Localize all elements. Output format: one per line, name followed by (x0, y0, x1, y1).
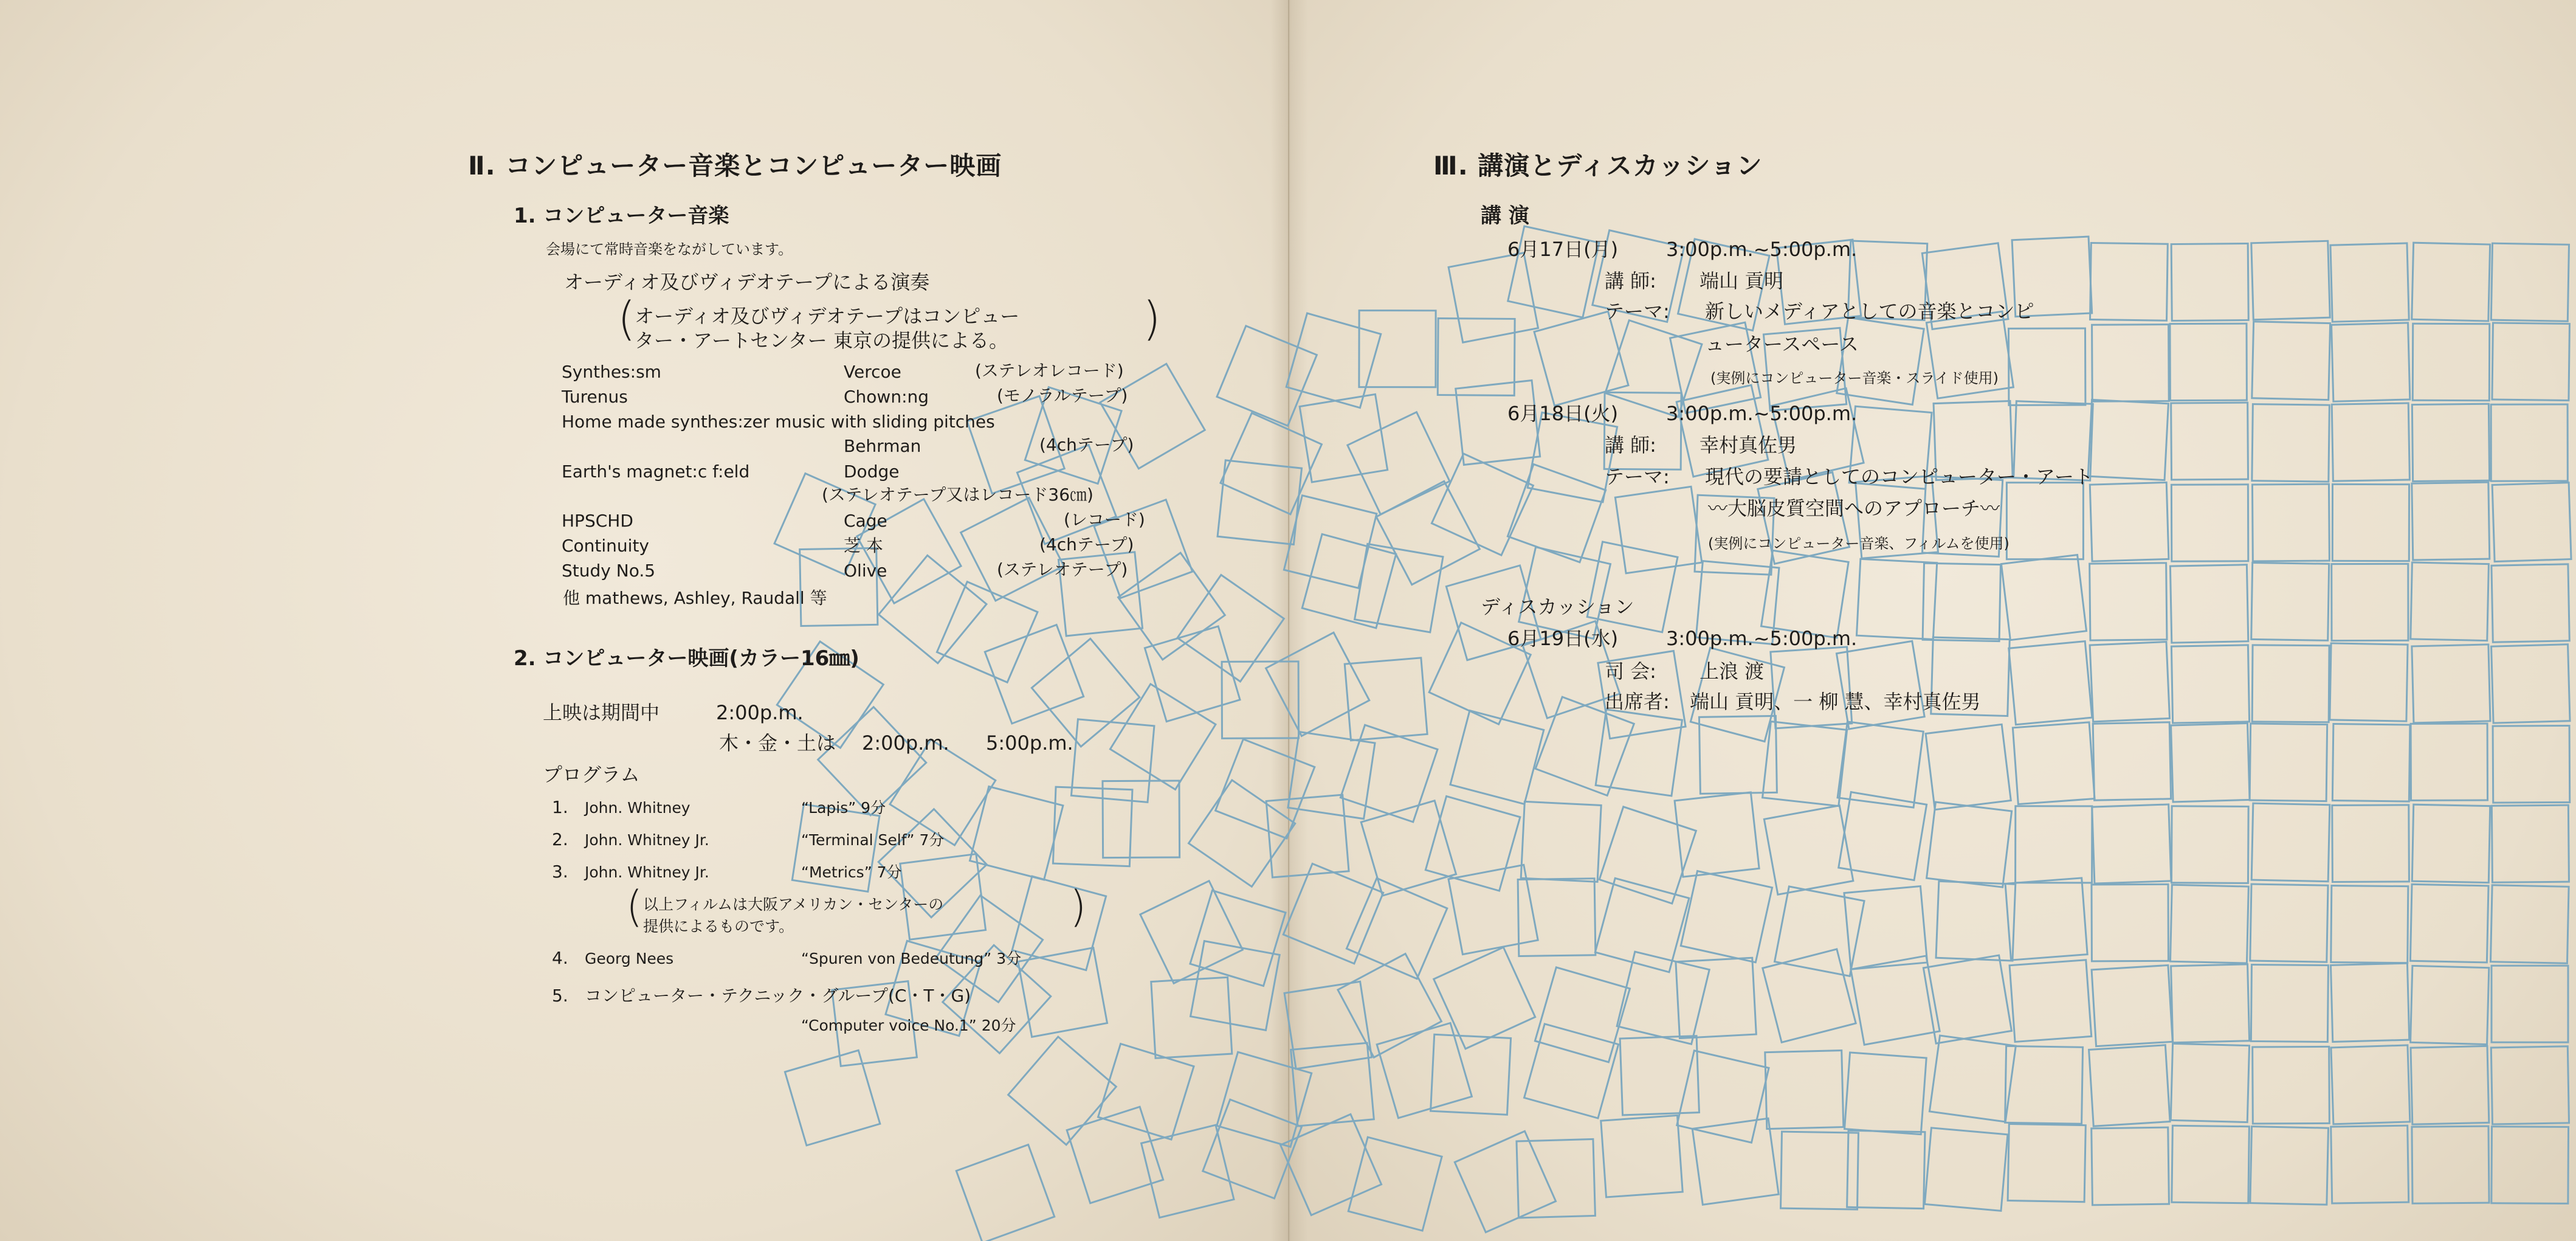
pattern-square (2252, 322, 2330, 400)
pattern-square (2008, 1124, 2085, 1202)
pattern-square (2491, 243, 2569, 321)
pattern-square (1524, 1024, 1619, 1118)
pattern-square (956, 1145, 1054, 1241)
pattern-square (1377, 1023, 1472, 1118)
pattern-square (2331, 1045, 2410, 1124)
pattern-square (2170, 565, 2248, 643)
lecture-1-date: 6月17日(月) (1507, 238, 1619, 261)
pattern-square (2090, 482, 2169, 561)
pattern-square (1677, 1051, 1769, 1142)
pattern-square (2005, 1046, 2083, 1124)
pattern-square (2251, 964, 2328, 1042)
pattern-square (2092, 1127, 2169, 1205)
pattern-square (2411, 966, 2489, 1044)
program-label: プログラム (543, 763, 640, 786)
music-credit-line-2: ター・アートセンター 東京の提供による。 (635, 329, 1008, 352)
film-number: 3. (552, 862, 568, 882)
open-paren: ( (618, 291, 636, 345)
pattern-square (2412, 1126, 2489, 1203)
film-number: 2. (552, 829, 568, 849)
piece-artist: Behrman (844, 436, 921, 456)
pattern-square (985, 625, 1083, 724)
pattern-square (1355, 544, 1443, 632)
pattern-square (1448, 253, 1538, 342)
pattern-square (2332, 564, 2408, 640)
pattern-square (2411, 562, 2489, 641)
pattern-square (1425, 797, 1520, 891)
pattern-square (1599, 807, 1696, 904)
close-paren: ) (1070, 882, 1087, 932)
pattern-square (2009, 641, 2092, 725)
pattern-square (2171, 723, 2250, 801)
pattern-square (2330, 243, 2409, 322)
pattern-square (1338, 954, 1441, 1057)
pattern-square (1067, 1107, 1163, 1203)
pattern-square (1345, 658, 1427, 741)
pattern-square (2170, 323, 2247, 400)
pattern-square (1359, 311, 1436, 387)
pattern-square (2090, 243, 2168, 321)
piece-artist: Cage (844, 511, 887, 531)
pattern-square (1765, 1051, 1844, 1129)
pattern-square (1851, 956, 1940, 1045)
pattern-square (1300, 394, 1388, 482)
pattern-square (2412, 482, 2490, 560)
lecture-1-theme-line-2: ュータースペース (1705, 333, 1859, 356)
pattern-square (1675, 792, 1759, 877)
pattern-square (1927, 802, 2012, 887)
pattern-square (2492, 1127, 2569, 1204)
music-credit-line-1: オーディオ及びヴィデオテープはコンピュー (635, 305, 1020, 328)
pattern-square (2492, 564, 2569, 642)
pattern-square (1676, 385, 1768, 477)
film-work: “Terminal Self” 7分 (801, 831, 945, 849)
piece-medium: (4chテープ) (1039, 534, 1134, 555)
pattern-square (2412, 323, 2489, 400)
pattern-square (2092, 884, 2168, 961)
pattern-square (2171, 964, 2250, 1043)
pattern-square (2090, 563, 2167, 640)
pattern-square (2172, 1125, 2250, 1203)
film-credit-line-2: 提供によるものです。 (643, 918, 794, 935)
pattern-square (2330, 643, 2408, 721)
lecturer-label: 講 師: (1605, 434, 1656, 457)
film-author: John. Whitney Jr. (585, 831, 709, 849)
piece-title: Turenus (562, 387, 628, 407)
pattern-square (1188, 780, 1295, 887)
piece-medium: (ステレオテープ) (997, 559, 1128, 579)
lecture-2-speaker: 幸村真佐男 (1700, 434, 1797, 457)
panel-label: 出席者: (1605, 690, 1670, 713)
pattern-square (2332, 484, 2409, 561)
pattern-square (1845, 1053, 1927, 1135)
pattern-square (2008, 328, 2085, 405)
pattern-square (2171, 645, 2249, 723)
pattern-square (2492, 966, 2568, 1042)
weekend-label: 木・金・土は (719, 731, 836, 755)
discussion-time: 3:00p.m.~5:00p.m. (1666, 627, 1858, 650)
pattern-square (1216, 739, 1315, 838)
pattern-square (1507, 464, 1605, 562)
close-paren: ) (1143, 291, 1161, 345)
pattern-square (1681, 871, 1772, 962)
pattern-square (1434, 947, 1535, 1049)
film-author: John. Whitney (585, 799, 690, 817)
discussion-chair: 上浪 渡 (1700, 660, 1765, 683)
piece-artist: Olive (844, 561, 887, 581)
piece-medium: (モノラルテープ) (997, 385, 1128, 406)
piece-title: HPSCHD (562, 511, 633, 531)
pattern-square (2332, 805, 2409, 882)
pattern-square (2092, 804, 2171, 883)
piece-medium: (ステレオレコード) (975, 361, 1124, 381)
pattern-square (1518, 879, 1596, 956)
discussion-date: 6月19日(水) (1507, 627, 1619, 650)
lecture-2-time: 3:00p.m.~5:00p.m. (1666, 402, 1858, 425)
pattern-square (1053, 787, 1132, 866)
pattern-square (1018, 948, 1107, 1037)
film-author: Georg Nees (585, 950, 674, 967)
pattern-square (2092, 325, 2169, 402)
pattern-square (1142, 1125, 1234, 1217)
pattern-square (2330, 963, 2409, 1042)
pattern-square (1771, 647, 1852, 728)
pattern-square (2016, 806, 2092, 883)
pattern-square (1110, 684, 1215, 789)
pattern-square (1348, 1137, 1442, 1231)
pattern-square (2250, 724, 2327, 801)
open-paren: ( (626, 882, 643, 932)
pattern-square (2001, 555, 2086, 640)
pattern-square (1856, 559, 1937, 639)
lecture-2-theme-line-2: 〰大脳皮質空間へのアプローチ〰 (1708, 497, 2000, 520)
pattern-square (2491, 1046, 2569, 1124)
theme-label: テーマ: (1605, 465, 1670, 488)
pattern-square (2411, 724, 2487, 800)
pattern-square (1203, 1099, 1302, 1198)
music-note: 会場にて常時音楽をながしています。 (546, 241, 793, 258)
pattern-square (2491, 404, 2567, 481)
pattern-square (1534, 311, 1628, 406)
pattern-square (2009, 960, 2092, 1042)
piece-artist: Chown:ng (844, 387, 929, 407)
pattern-square (1284, 981, 1372, 1069)
piece-title: Study No.5 (562, 561, 656, 581)
pattern-square (1615, 486, 1701, 573)
pattern-square (2490, 885, 2569, 964)
pattern-square (2251, 562, 2329, 640)
pattern-square (2251, 241, 2330, 319)
pattern-square (2006, 483, 2083, 559)
pattern-square (2250, 1127, 2329, 1205)
pattern-square (1291, 1043, 1374, 1126)
piece-title: Synthes:sm (562, 362, 661, 382)
pattern-square (1926, 724, 2011, 809)
film-number: 4. (552, 948, 568, 968)
pattern-square (1676, 958, 1756, 1038)
pattern-square (2250, 884, 2328, 962)
music-subheading: オーディオ及びヴィデオテープによる演奏 (564, 271, 930, 294)
pattern-square (1620, 1036, 1699, 1115)
pattern-square (1302, 534, 1396, 627)
pattern-square (2253, 1046, 2330, 1124)
pattern-square (1535, 967, 1630, 1062)
pattern-square (2171, 1043, 2249, 1122)
pattern-square (2493, 725, 2570, 803)
pattern-square (2089, 1045, 2170, 1126)
pattern-square (1923, 955, 2011, 1043)
piece-medium: (ステレオテープ又はレコード36㎝) (822, 485, 1093, 505)
screening-time: 2:00p.m. (716, 701, 804, 724)
pattern-square (2171, 485, 2248, 561)
pattern-square (2252, 484, 2329, 561)
pattern-square (2492, 483, 2571, 562)
pattern-square (1764, 806, 1853, 894)
pattern-square (2332, 403, 2409, 481)
film-work: “Metrics” 7分 (801, 863, 902, 881)
lecturer-label: 講 師: (1605, 269, 1656, 292)
piece-medium: (4chテープ) (1039, 435, 1134, 455)
pattern-square (1617, 952, 1709, 1044)
pattern-square (1587, 542, 1678, 632)
film-work: “Computer voice No.1” 20分 (801, 1017, 1016, 1034)
pattern-square (2252, 404, 2330, 482)
pattern-square (2090, 642, 2169, 722)
film-credit-line-1: 以上フィルムは大阪アメリカン・センターの (643, 896, 944, 913)
computer-film-heading: 2. コンピューター映画(カラー16㎜) (514, 646, 859, 671)
pattern-square (1601, 1115, 1682, 1197)
pattern-square (2005, 878, 2087, 960)
lecture-1-time: 3:00p.m.~5:00p.m. (1666, 238, 1858, 261)
pattern-square (2088, 399, 2168, 480)
pattern-square (1266, 632, 1369, 736)
pattern-square (2332, 724, 2410, 802)
weekend-time-2: 5:00p.m. (986, 731, 1073, 755)
film-work: “Spuren von Bedeutung” 3分 (801, 950, 1022, 967)
pattern-square (2332, 323, 2410, 401)
pattern-square (1217, 460, 1301, 544)
lecture-2-theme-line-1: 現代の要請としてのコンピューター・アート (1705, 465, 2094, 488)
pattern-square (1217, 326, 1317, 426)
discussion-panel: 端山 貢明、一 柳 慧、幸村真佐男 (1690, 690, 1981, 713)
pattern-square (785, 1050, 880, 1145)
film-credit-note (626, 882, 1094, 945)
pattern-square (2412, 404, 2489, 481)
piece-artist: Dodge (844, 461, 900, 482)
lecture-1-theme-line-1: 新しいメディアとしての音楽とコンピ (1705, 300, 2034, 323)
pattern-square (1221, 413, 1321, 514)
lecture-2-date: 6月18日(火) (1507, 402, 1619, 425)
piece-title: Continuity (562, 536, 650, 556)
pattern-square (937, 582, 1038, 683)
film-author: John. Whitney Jr. (585, 863, 709, 881)
pattern-square (1346, 878, 1447, 978)
pattern-square (2171, 806, 2248, 883)
section-3-title: Ⅲ. 講演とディスカッション (1433, 151, 1763, 181)
pattern-square (2492, 323, 2570, 401)
pattern-square (2252, 645, 2329, 722)
pattern-square (1763, 949, 1856, 1042)
pattern-square (1145, 626, 1240, 722)
pattern-square (2410, 884, 2488, 963)
pattern-square (1936, 881, 2016, 961)
other-composers: 他 mathews, Ashley, Raudall 等 (563, 588, 827, 608)
pattern-square (2013, 722, 2095, 804)
discussion-label: ディスカッション (1481, 595, 1634, 618)
pattern-square (879, 555, 987, 663)
pattern-square (2251, 803, 2330, 882)
pattern-square (2412, 645, 2490, 723)
lecture-1-speaker: 端山 貢明 (1700, 269, 1784, 292)
pattern-square (1929, 1035, 2016, 1122)
pattern-square (2412, 243, 2490, 321)
pattern-square (2092, 965, 2172, 1046)
pattern-square (890, 739, 996, 845)
pattern-square (1118, 553, 1225, 660)
pattern-square (1596, 710, 1682, 796)
lecture-label: 講 演 (1481, 204, 1529, 228)
pattern-square (2412, 804, 2490, 882)
pattern-square (1450, 711, 1544, 804)
piece-title: Earth's magnet:c f:eld (562, 461, 750, 482)
pattern-square (1151, 977, 1232, 1058)
film-number: 5. (552, 986, 568, 1006)
pattern-square (2331, 1125, 2409, 1203)
pattern-square (1103, 781, 1180, 858)
lecture-1-note: (実例にコンピューター音楽・スライド使用) (1710, 370, 1999, 387)
pattern-square (2170, 885, 2248, 963)
pattern-square (2093, 722, 2171, 800)
pattern-square (1924, 1128, 2008, 1211)
pattern-square (2331, 886, 2408, 963)
pattern-square (1008, 1037, 1117, 1145)
film-author: コンピューター・テクニック・グループ(C・T・G) (585, 986, 971, 1006)
lecture-2-note: (実例にコンピューター音楽、フィルムを使用) (1708, 535, 2009, 552)
film-number: 1. (552, 797, 568, 817)
piece-medium: (レコード) (1064, 510, 1145, 530)
piece-title: Home made synthes:zer music with sliding pitches (562, 412, 995, 432)
pattern-square (1837, 317, 1924, 404)
pattern-square (1288, 732, 1375, 819)
pattern-square (2171, 403, 2248, 480)
screening-label: 上映は期間中 (543, 701, 660, 724)
piece-artist: 芝 本 (844, 536, 883, 556)
computer-music-heading: 1. コンピューター音楽 (514, 204, 729, 228)
pattern-square (1517, 1139, 1595, 1217)
theme-label: テーマ: (1605, 300, 1670, 323)
chair-label: 司 会: (1605, 660, 1656, 683)
weekend-time-1: 2:00p.m. (862, 731, 949, 755)
pattern-square (1222, 662, 1298, 738)
pattern-square (2171, 243, 2248, 320)
film-work: “Lapis” 9分 (801, 799, 886, 817)
piece-artist: Vercoe (844, 362, 901, 382)
pattern-square (2411, 1046, 2489, 1124)
pattern-square (2492, 805, 2569, 882)
section-2-title: Ⅱ. コンピューター音楽とコンピューター映画 (468, 151, 1002, 181)
pattern-square (1031, 638, 1140, 747)
pattern-square (1521, 801, 1601, 882)
pattern-square (1283, 863, 1383, 963)
pattern-square (1348, 412, 1450, 514)
pattern-square (1140, 881, 1242, 983)
music-credit-note (618, 291, 1165, 359)
pattern-square (2492, 645, 2570, 723)
